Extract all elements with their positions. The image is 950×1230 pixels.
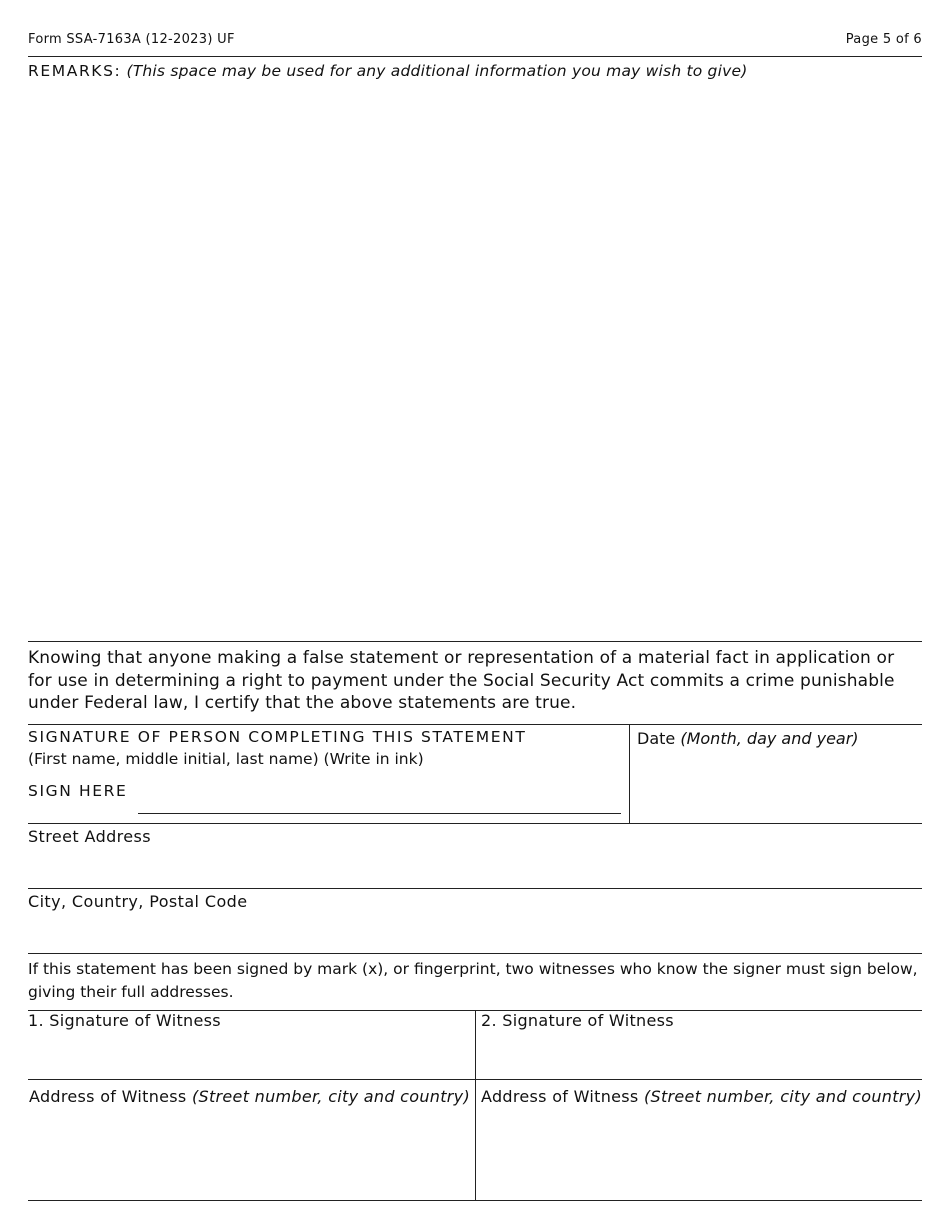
street-address-field[interactable] bbox=[28, 850, 922, 886]
remarks-label: REMARKS: bbox=[28, 62, 122, 80]
witness2-signature-label: 2. Signature of Witness bbox=[481, 1011, 674, 1030]
header-divider bbox=[28, 56, 922, 57]
sign-here-label: SIGN HERE bbox=[28, 782, 128, 800]
witness1-address-label bbox=[29, 1087, 470, 1106]
witness-bottom-divider bbox=[28, 1200, 922, 1201]
form-id: Form SSA-7163A (12-2023) UF bbox=[28, 32, 235, 47]
street-address-label: Street Address bbox=[28, 827, 152, 846]
page-number: Page 5 of 6 bbox=[845, 32, 922, 47]
witness2-signature-field[interactable] bbox=[477, 1034, 922, 1078]
witness-column-divider bbox=[475, 1010, 476, 1201]
witness1-signature-field[interactable] bbox=[28, 1034, 474, 1078]
signature-divider bbox=[28, 823, 922, 824]
signature-line[interactable] bbox=[138, 813, 621, 814]
form-page bbox=[28, 0, 922, 1230]
witness1-signature-label: 1. Signature of Witness bbox=[28, 1011, 221, 1030]
page-header bbox=[28, 32, 922, 52]
date-hint: (Month, day and year) bbox=[680, 729, 859, 748]
city-country-postal-label: City, Country, Postal Code bbox=[28, 892, 248, 911]
signature-title: SIGNATURE OF PERSON COMPLETING THIS STATEMENT bbox=[28, 728, 527, 746]
certification-divider bbox=[28, 724, 922, 725]
remarks-hint: (This space may be used for any additional information you may wish to give) bbox=[126, 62, 748, 80]
witness2-address-label bbox=[481, 1087, 922, 1106]
remarks-input-area[interactable] bbox=[28, 90, 922, 638]
witness-instructions: If this statement has been signed by mark (x), or fingerprint, two witnesses who know the signer must sign below, giving their full addresses. bbox=[28, 960, 918, 1001]
city-country-postal-field[interactable] bbox=[28, 915, 922, 951]
date-field[interactable] bbox=[629, 726, 922, 823]
witness1-address-hint: (Street number, city and country) bbox=[191, 1087, 470, 1106]
witness2-address-label-text: Address of Witness bbox=[481, 1087, 639, 1106]
witness2-address-field[interactable] bbox=[477, 1110, 922, 1198]
street-divider bbox=[28, 888, 922, 889]
certification-statement: Knowing that anyone making a false statement or representation of a material fact in application or for use in determining a right to payment under the Social Security Act commits a crime punishable under Federal law, I certify that the above statements are true. bbox=[28, 648, 895, 713]
witness1-address-field[interactable] bbox=[28, 1110, 474, 1198]
remarks-divider bbox=[28, 641, 922, 642]
city-divider bbox=[28, 953, 922, 954]
date-label bbox=[637, 729, 859, 748]
witness1-address-label-text: Address of Witness bbox=[29, 1087, 187, 1106]
signature-subtitle: (First name, middle initial, last name) (Write in ink) bbox=[28, 750, 424, 768]
remarks-heading bbox=[28, 62, 747, 80]
signature-block bbox=[28, 726, 629, 823]
date-label-text: Date bbox=[637, 729, 676, 748]
witness2-address-hint: (Street number, city and country) bbox=[643, 1087, 922, 1106]
